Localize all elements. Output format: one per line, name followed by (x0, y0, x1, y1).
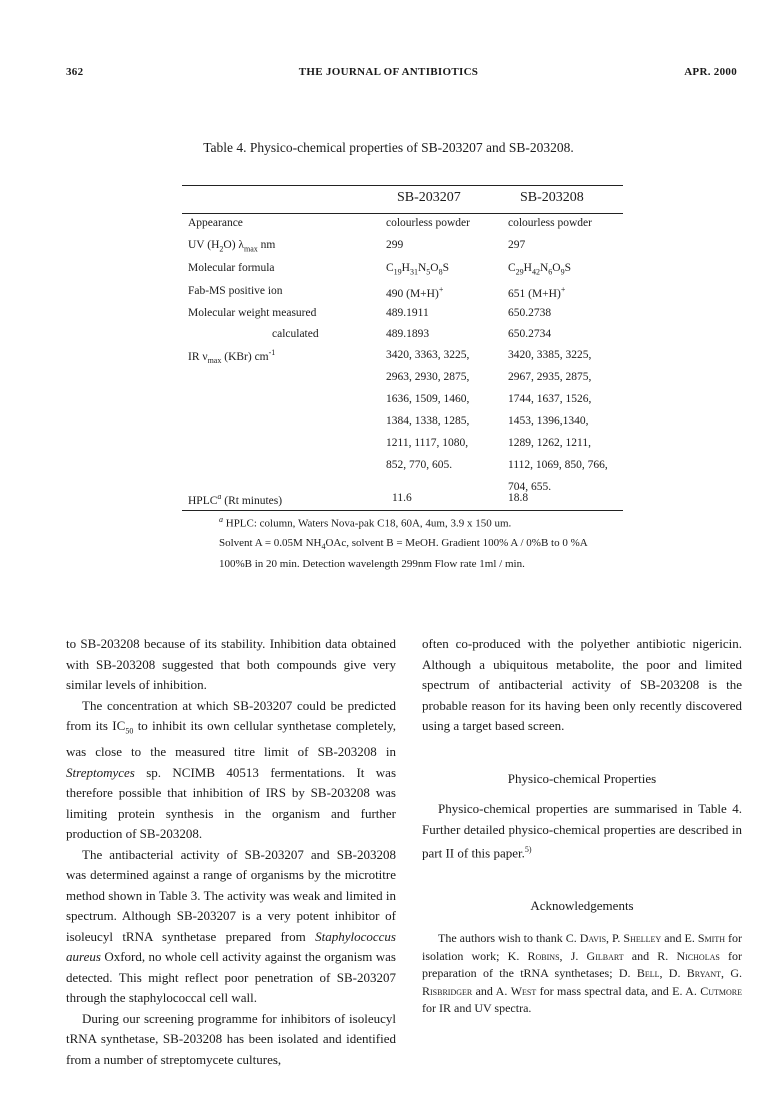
ack-author-name: Shelley (623, 931, 662, 946)
acknowledgements-text (422, 930, 742, 1018)
cell-formula-2: $C_{29}H_{42}N_6O_9S$ (508, 262, 572, 277)
ack-text-fragment: , P. (606, 931, 624, 946)
cell-ir-2-line-1: 3420, 3385, 3225, (508, 349, 592, 361)
cell-ir-2-line-6: 1112, 1069, 850, 766, (508, 459, 608, 471)
right-paragraph-1: often co-produced with the polyether antibiotic nigericin. Although a ubiquitous metabolite, the poor and limited spectrum of antibacterial activity of SB-203208 is the probable reason for its having been only recently discovered using a target based screen. (422, 636, 742, 733)
cell-uv-2: 297 (508, 239, 526, 251)
section-heading-physico-chemical: Physico-chemical Properties (507, 770, 657, 786)
ack-text-fragment: , J. (559, 948, 587, 963)
running-header (0, 66, 777, 82)
cell-mw-measured-2: 650.2738 (508, 307, 552, 319)
ack-text-fragment: The authors wish to thank C. (438, 931, 580, 946)
cell-ir-1-line-2: 2963, 2930, 2875, (386, 371, 470, 383)
ack-text-fragment: and A. (472, 983, 511, 998)
cell-appearance-2: colourless powder (508, 217, 592, 229)
page-number: 362 (66, 66, 84, 78)
ack-text-fragment: and E. (661, 931, 698, 946)
cell-fabms-1: 490 (M+H)+ (386, 285, 444, 300)
table-top-rule (182, 185, 623, 186)
cell-mw-measured-1: 489.1911 (386, 307, 429, 319)
cell-ir-1-line-6: 852, 770, 605. (386, 459, 453, 471)
left-paragraph-4: During our screening programme for inhibitors of isoleucyl tRNA synthetase, SB-203208 has been isolated and identified from a number of streptomycete cultures, (66, 1010, 396, 1067)
cell-ir-2-line-7: 704, 655. (508, 481, 552, 493)
cell-appearance-1: colourless powder (386, 217, 470, 229)
journal-title: THE JOURNAL OF ANTIBIOTICS (298, 66, 479, 78)
ack-author-name: Smith (697, 931, 725, 946)
cell-fabms-2: 651 (M+H)+ (508, 285, 566, 300)
row-label-appearance: Appearance (188, 217, 243, 229)
row-label-mw-calculated: calculated (272, 328, 319, 340)
row-label-hplc: HPLC$^a$ (Rt minutes) (188, 492, 283, 507)
section-heading-acknowledgements: Acknowledgements (530, 897, 634, 913)
cell-ir-1-line-4: 1384, 1338, 1285, (386, 415, 470, 427)
left-paragraph-1: to SB-203208 because of its stability. Inhibition data obtained with SB-203208 suggested that both compounds give very similar levels of inhibition. (66, 636, 396, 692)
ack-author-name: Risbridger (422, 983, 473, 998)
cell-formula-1: $C_{19}H_{31}N_5O_8S$ (386, 262, 450, 277)
ack-text-fragment: , D. (659, 966, 687, 981)
ack-author-name: Bryant (686, 966, 722, 981)
left-column (66, 634, 396, 1070)
cell-ir-2-line-5: 1289, 1262, 1211, (508, 437, 591, 449)
ack-author-name: Cutmore (700, 983, 742, 998)
ack-author-name: Bell (636, 966, 660, 981)
cell-ir-1-line-1: 3420, 3363, 3225, (386, 349, 470, 361)
table-footnote-2: Solvent A = 0.05M $NH_4OAc$, solvent B = MeOH. Gradient 100% A / 0%B to 0 %A (219, 537, 588, 552)
table-footnote-3: 100%B in 20 min. Detection wavelength 299nm Flow rate 1ml / min. (219, 558, 525, 570)
left-paragraph-3: The antibacterial activity of SB-203207 and SB-203208 was determined against a range of organisms by the microtitre method shown in Table 3. The activity was weak and limited in spectrum. Although SB-203207 is a very potent inhibitor of isoleucyl tRNA synthetase prepared from Staphylococcus aureus Oxford, no whole cell activity against the organism was detected. This might reflect poor penetration of SB-203207 through the staphylococcal cell wall. (66, 846, 396, 1006)
row-label-uv: UV $(H_2O)$ $\lambda_{max}$ nm (188, 239, 276, 254)
table-footnote-1: $^a$ HPLC: column, Waters Nova-pak C18, 60A, 4um, 3.9 x 150 um. (219, 515, 512, 530)
cell-ir-2-line-4: 1453, 1396,1340, (508, 415, 589, 427)
ack-text-fragment: for isolation work; K. (422, 931, 743, 963)
ack-text-fragment: for mass spectral data, and E. A. (536, 983, 701, 998)
ack-text-fragment: for IR and UV spectra. (422, 1001, 532, 1016)
table-header-rule (182, 213, 623, 214)
ack-author-name: West (510, 983, 537, 998)
cell-ir-2-line-2: 2967, 2935, 2875, (508, 371, 592, 383)
row-label-mw-measured: Molecular weight measured (188, 307, 317, 319)
ack-text-fragment: , G. (721, 966, 743, 981)
ack-author-name: Davis (579, 931, 607, 946)
ack-author-name: Nicholas (676, 948, 720, 963)
cell-uv-1: 299 (386, 239, 404, 251)
ack-text-fragment: and R. (623, 948, 677, 963)
cell-mw-calculated-1: 489.1893 (386, 328, 430, 340)
table-col-head-1: SB-203207 (397, 190, 461, 205)
cell-hplc-1: 11.6 (392, 492, 412, 504)
row-label-formula: Molecular formula (188, 262, 275, 274)
ack-author-name: Gilbart (586, 948, 624, 963)
cell-hplc-2: 18.8 (508, 492, 529, 504)
row-label-fabms: Fab-MS positive ion (188, 285, 283, 297)
cell-mw-calculated-2: 650.2734 (508, 328, 552, 340)
ack-author-name: Robins (527, 948, 560, 963)
table-col-head-2: SB-203208 (520, 190, 584, 205)
section-text-physico-chemical: Physico-chemical properties are summarised in Table 4. Further detailed physico-chemical properties are described in part II of this paper.$^{5)}$ (422, 801, 742, 861)
ack-text-fragment: for preparation of the tRNA synthetases; D. (422, 948, 742, 981)
table-caption: Table 4. Physico-chemical properties of SB-203207 and SB-203208. (203, 140, 574, 155)
row-label-ir: IR $\nu_{max}$ (KBr) $cm^{-1}$ (188, 348, 276, 366)
left-paragraph-2: The concentration at which SB-203207 could be predicted from its $IC_{50}$ to inhibit its own cellular synthetase completely, was close to the measured titre limit of SB-203208 in Streptomyces sp. NCIMB 40513 fermentations. It was therefore possible that inhibition of IRS by SB-203208 was limiting protein synthesis in the organism and further production of SB-203208. (66, 697, 396, 842)
cell-ir-1-line-3: 1636, 1509, 1460, (386, 393, 470, 405)
table-bottom-rule (182, 510, 623, 511)
issue-date: APR. 2000 (684, 66, 737, 78)
right-column (422, 634, 742, 1018)
cell-ir-2-line-3: 1744, 1637, 1526, (508, 393, 592, 405)
cell-ir-1-line-5: 1211, 1117, 1080, (386, 437, 469, 449)
